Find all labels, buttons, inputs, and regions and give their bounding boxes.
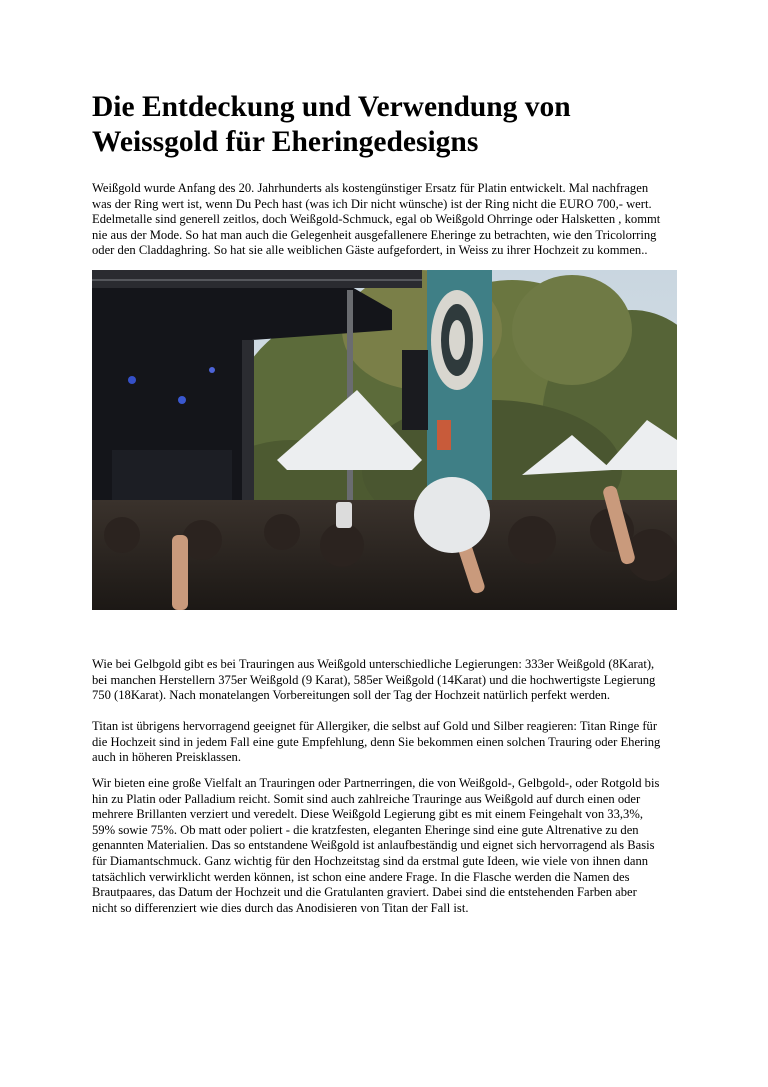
document-title [92, 90, 692, 160]
paragraph-line: 59% sowie 75%. Ob matt oder poliert - die kratzfesten, eleganten Eheringe sind eine gute Altrenative zu den [92, 822, 639, 837]
titanium-paragraph [92, 719, 682, 766]
concert-crowd-photo [92, 270, 677, 610]
paragraph-line: mehrere Brillanten verziert und veredelt. Diese Weißgold Legierung gibt es mit einem Feingehalt von 33,3%, [92, 807, 643, 822]
paragraph-line: Brautpaares, das Datum der Hochzeit und die Gratulanten graviert. Dabei sind die entstehenden Farben aber [92, 885, 637, 900]
paragraph-line: Weißgold wurde Anfang des 20. Jahrhunderts als kostengünstiger Ersatz für Platin entwickelt. Mal nachfragen [92, 181, 649, 195]
paragraph-line: Titan ist übrigens hervorragend geeignet für Allergiker, die selbst auf Gold und Silber reagieren: Titan Ringe für [92, 719, 658, 733]
paragraph-line: was der Ring wert ist, wenn Du Pech hast (was ich Dir nicht wünsche) ist der Ring nicht die EURO 700,- wert. [92, 196, 652, 211]
paragraph-line: bei manchen Herstellern 375er Weißgold (9 Karat), 585er Weißgold (14Karat) und die hochwertigste Legierung [92, 672, 656, 687]
intro-paragraph [92, 181, 682, 259]
paragraph-line: hin zu Platin oder Palladium reicht. Somit sind auch zahlreiche Trauringe aus Weißgold auf durch einen oder [92, 791, 641, 806]
offer-paragraph [92, 776, 682, 916]
paragraph-line: auch in höheren Preisklassen. [92, 750, 241, 765]
title-line: Weissgold für Eheringedesigns [92, 126, 479, 158]
paragraph-line: nicht so differenziert wie dies durch das Anodisieren von Titan der Fall ist. [92, 900, 469, 915]
title-line: Die Entdeckung und Verwendung von [92, 91, 571, 123]
alloys-paragraph [92, 657, 682, 704]
paragraph-line: die Hochzeit sind in jedem Fall eine gute Empfehlung, denn Sie bekommen einen solchen Trauring oder Ehering [92, 734, 661, 749]
paragraph-line: für Diamantschmuck. Ganz wichtig für den Hochzeitstag sind da erstmal gute Ideen, wie viele von ihnen dann [92, 853, 649, 868]
paragraph-line: genannten Materialien. Das so entstandene Weißgold ist anlaufbeständig und eignet sich hervorragend als Basis [92, 838, 655, 853]
paragraph-line: Wie bei Gelbgold gibt es bei Trauringen aus Weißgold unterschiedliche Legierungen: 333er Weißgold (8Karat), [92, 657, 655, 671]
paragraph-line: tatsächlich verwirklicht werden können, ist schon eine andere Frage. In die Flasche werden die Namen des [92, 869, 630, 884]
paragraph-line: oder den Claddaghring. So hat sie alle weiblichen Gäste aufgefordert, in Weiss zu ihrer Hochzeit zu kommen.. [92, 243, 648, 258]
phone [336, 502, 352, 528]
beach-ball [414, 477, 490, 553]
paragraph-line: 750 (18Karat). Nach monatelangen Vorbereitungen soll der Tag der Hochzeit natürlich perfekt werden. [92, 688, 611, 703]
paragraph-line: Edelmetalle sind generell zeitlos, doch Weißgold-Schmuck, egal ob Weißgold Ohrringe oder Halsketten , kommt [92, 212, 661, 227]
paragraph-line: Wir bieten eine große Vielfalt an Trauringen oder Partnerringen, die von Weißgold-, Gelbgold-, oder Rotgold bis [92, 776, 660, 790]
paragraph-line: nie aus der Mode. So hat man auch die Gelegenheit ausgefallenere Eheringe zu betrachten, wie den Tricolorring [92, 227, 657, 242]
